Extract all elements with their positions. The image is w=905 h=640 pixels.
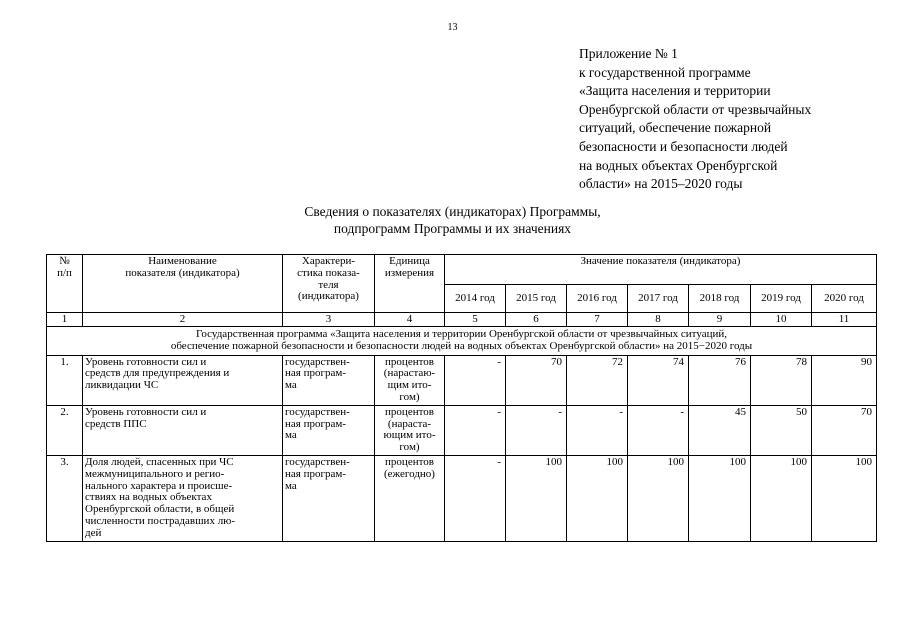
header-row [47, 255, 877, 285]
section-title: Государственная программа «Защита населения и территории Оренбургской области от чрезвычайных ситуаций, обеспечение пожарной безопасности и безопасности людей на водных объектах Оренбургской области» на 2015−2020 годы [47, 327, 877, 356]
column-number: 3 [283, 313, 375, 327]
column-numbers-row [47, 313, 877, 327]
header-value: Значение показателя (индикатора) [445, 255, 877, 285]
row-value: 70 [506, 355, 567, 405]
row-value: 76 [689, 355, 751, 405]
row-unit: процентов (нарастаю- щим ито- гом) [375, 355, 445, 405]
row-characteristic: государствен- ная програм- ма [283, 355, 375, 405]
row-value: 100 [567, 455, 628, 541]
header-year: 2018 год [689, 285, 751, 313]
header-year: 2015 год [506, 285, 567, 313]
row-value: 100 [751, 455, 812, 541]
header-name: Наименование показателя (индикатора) [83, 255, 283, 313]
header-characteristic: Характери- стика показа- теля (индикатора) [283, 255, 375, 313]
header-year: 2014 год [445, 285, 506, 313]
appendix-header [579, 45, 879, 194]
table-row [47, 355, 877, 405]
column-number: 10 [751, 313, 812, 327]
header-year: 2016 год [567, 285, 628, 313]
row-value: 100 [506, 455, 567, 541]
column-number: 4 [375, 313, 445, 327]
row-value: - [628, 405, 689, 455]
page-number: 13 [447, 22, 458, 33]
appendix-line: области» на 2015–2020 годы [579, 176, 743, 192]
row-num: 3. [47, 455, 83, 541]
document-title [0, 204, 905, 237]
column-number: 9 [689, 313, 751, 327]
row-value: 100 [628, 455, 689, 541]
row-value: 100 [812, 455, 877, 541]
appendix-line: ситуаций, обеспечение пожарной [579, 120, 772, 136]
row-name: Уровень готовности сил и средств ППС [83, 405, 283, 455]
row-value: - [567, 405, 628, 455]
row-value: - [506, 405, 567, 455]
row-value: 72 [567, 355, 628, 405]
column-number: 1 [47, 313, 83, 327]
appendix-line: к государственной программе [579, 64, 751, 80]
row-value: - [445, 355, 506, 405]
row-num: 2. [47, 405, 83, 455]
appendix-line: Оренбургской области от чрезвычайных [579, 101, 812, 117]
header-year: 2017 год [628, 285, 689, 313]
header-year: 2020 год [812, 285, 877, 313]
row-unit: процентов (нараста- ющим ито- гом) [375, 405, 445, 455]
column-number: 6 [506, 313, 567, 327]
title-line-1: Сведения о показателях (индикаторах) Программы, [304, 204, 601, 219]
column-number: 8 [628, 313, 689, 327]
row-value: - [445, 405, 506, 455]
row-unit: процентов (ежегодно) [375, 455, 445, 541]
section-row [47, 327, 877, 356]
row-num: 1. [47, 355, 83, 405]
row-characteristic: государствен- ная програм- ма [283, 405, 375, 455]
row-value: 78 [751, 355, 812, 405]
header-unit: Единица измерения [375, 255, 445, 313]
table-row [47, 455, 877, 541]
row-name: Уровень готовности сил и средств для предупреждения и ликвидации ЧС [83, 355, 283, 405]
row-value: 90 [812, 355, 877, 405]
row-value: 45 [689, 405, 751, 455]
row-name: Доля людей, спасенных при ЧС межмуниципального и регио- нального характера и происше- ствиях на водных объектах Оренбургской области, в общей численности пострадавших лю- дей [83, 455, 283, 541]
row-value: 100 [689, 455, 751, 541]
appendix-line: на водных объектах Оренбургской [579, 157, 778, 173]
appendix-line: Приложение № 1 [579, 46, 678, 61]
column-number: 11 [812, 313, 877, 327]
table-row [47, 405, 877, 455]
appendix-line: безопасности и безопасности людей [579, 138, 788, 154]
column-number: 5 [445, 313, 506, 327]
indicators-table [46, 254, 877, 542]
column-number: 7 [567, 313, 628, 327]
column-number: 2 [83, 313, 283, 327]
row-value: 70 [812, 405, 877, 455]
row-characteristic: государствен- ная програм- ма [283, 455, 375, 541]
appendix-line: «Защита населения и территории [579, 83, 771, 99]
header-num: № п/п [47, 255, 83, 313]
row-value: 74 [628, 355, 689, 405]
header-year: 2019 год [751, 285, 812, 313]
title-line-2: подпрограмм Программы и их значениях [333, 220, 572, 236]
row-value: 50 [751, 405, 812, 455]
row-value: - [445, 455, 506, 541]
